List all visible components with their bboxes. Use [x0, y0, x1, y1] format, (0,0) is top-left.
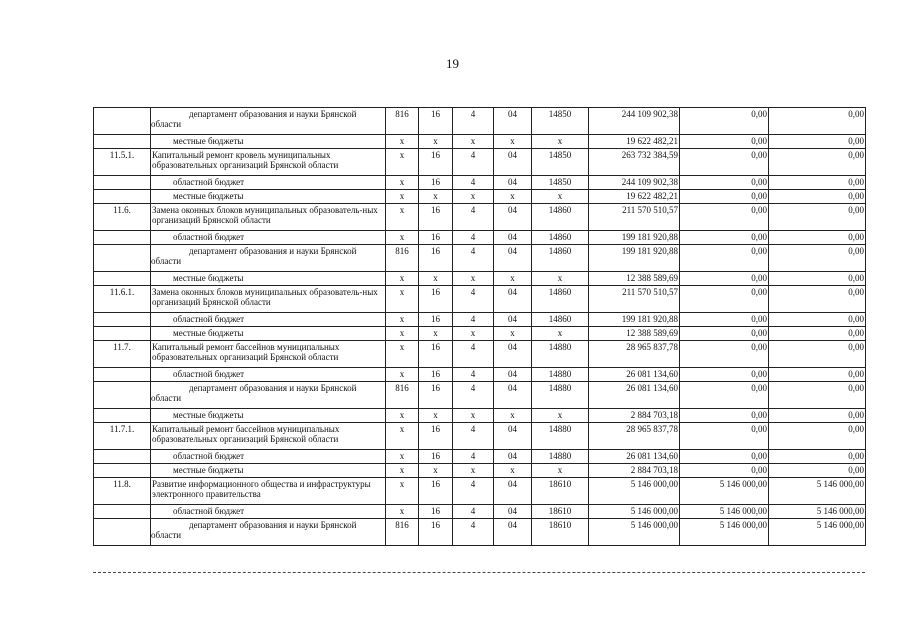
grbs-code-cell: x — [386, 149, 419, 176]
grbs-code-cell: x — [386, 231, 419, 245]
amount-2-cell: 5 146 000,00 — [680, 505, 769, 519]
amount-1-cell: 244 109 902,38 — [589, 176, 680, 190]
amount-3-cell: 0,00 — [769, 450, 866, 464]
amount-1-cell: 211 570 510,57 — [589, 286, 680, 313]
grbs-code-cell: x — [386, 478, 419, 505]
subsection-code-cell: x — [453, 327, 494, 341]
amount-3-cell: 0,00 — [769, 341, 866, 368]
amount-2-cell: 0,00 — [680, 190, 769, 204]
amount-2-cell: 0,00 — [680, 204, 769, 231]
row-name-cell: областной бюджет — [151, 231, 386, 245]
amount-1-cell: 5 146 000,00 — [589, 519, 680, 546]
row-number-cell — [94, 190, 151, 204]
target-article-code-cell: x — [532, 272, 589, 286]
target-article-code-cell: 14860 — [532, 286, 589, 313]
target-article-code-cell: x — [532, 327, 589, 341]
amount-3-cell: 0,00 — [769, 464, 866, 478]
expense-type-code-cell: 04 — [494, 423, 532, 450]
table-row — [94, 190, 866, 204]
row-number-cell: 11.7. — [94, 341, 151, 368]
target-article-code-cell: 14860 — [532, 231, 589, 245]
amount-3-cell: 0,00 — [769, 423, 866, 450]
target-article-code-cell: 14880 — [532, 341, 589, 368]
row-number-cell — [94, 409, 151, 423]
row-name-cell: местные бюджеты — [151, 272, 386, 286]
target-article-code-cell: 14880 — [532, 368, 589, 382]
row-number-cell — [94, 519, 151, 546]
section-code-cell: x — [419, 327, 453, 341]
amount-2-cell: 0,00 — [680, 464, 769, 478]
amount-2-cell: 0,00 — [680, 231, 769, 245]
target-article-code-cell: 14850 — [532, 149, 589, 176]
table-row — [94, 409, 866, 423]
row-name-cell — [151, 519, 386, 546]
amount-2-cell: 0,00 — [680, 149, 769, 176]
grbs-code-cell: x — [386, 423, 419, 450]
row-name-cell — [151, 245, 386, 272]
table-row — [94, 464, 866, 478]
expense-type-code-cell: 04 — [494, 368, 532, 382]
subsection-code-cell: 4 — [453, 204, 494, 231]
table-row — [94, 204, 866, 231]
row-name-cell: местные бюджеты — [151, 409, 386, 423]
subsection-code-cell: x — [453, 409, 494, 423]
grbs-code-cell: x — [386, 341, 419, 368]
target-article-code-cell: x — [532, 190, 589, 204]
row-name-continuation: области — [151, 530, 182, 540]
row-number-cell: 11.8. — [94, 478, 151, 505]
target-article-code-cell: 14880 — [532, 382, 589, 409]
amount-1-cell: 26 081 134,60 — [589, 368, 680, 382]
row-name-cell: Развитие информационного общества и инфраструктуры электронного правительства — [151, 478, 386, 505]
row-name-continuation: области — [151, 119, 182, 129]
grbs-code-cell: x — [386, 272, 419, 286]
row-name-cell: Капитальный ремонт кровель муниципальных образовательных организаций Брянской области — [151, 149, 386, 176]
table-row — [94, 176, 866, 190]
table-row — [94, 368, 866, 382]
amount-3-cell: 0,00 — [769, 231, 866, 245]
row-number-cell — [94, 245, 151, 272]
table-row — [94, 286, 866, 313]
grbs-code-cell: x — [386, 313, 419, 327]
amount-1-cell: 244 109 902,38 — [589, 108, 680, 135]
target-article-code-cell: 14860 — [532, 204, 589, 231]
target-article-code-cell: 14880 — [532, 423, 589, 450]
grbs-code-cell: x — [386, 176, 419, 190]
grbs-code-cell: x — [386, 190, 419, 204]
amount-2-cell: 0,00 — [680, 341, 769, 368]
amount-1-cell: 26 081 134,60 — [589, 382, 680, 409]
target-article-code-cell: 14860 — [532, 313, 589, 327]
subsection-code-cell: x — [453, 135, 494, 149]
section-code-cell: 16 — [419, 245, 453, 272]
section-code-cell: 16 — [419, 204, 453, 231]
grbs-code-cell: x — [386, 204, 419, 231]
subsection-code-cell: x — [453, 272, 494, 286]
amount-1-cell: 2 884 703,18 — [589, 464, 680, 478]
row-name-cell: местные бюджеты — [151, 190, 386, 204]
amount-1-cell: 199 181 920,88 — [589, 231, 680, 245]
target-article-code-cell: x — [532, 135, 589, 149]
amount-2-cell: 0,00 — [680, 108, 769, 135]
grbs-code-cell: x — [386, 286, 419, 313]
row-number-cell — [94, 464, 151, 478]
section-code-cell: 16 — [419, 149, 453, 176]
expense-type-code-cell: 04 — [494, 176, 532, 190]
amount-2-cell: 0,00 — [680, 176, 769, 190]
table-row — [94, 519, 866, 546]
row-name-cell: областной бюджет — [151, 505, 386, 519]
expense-type-code-cell: 04 — [494, 382, 532, 409]
expense-type-code-cell: x — [494, 409, 532, 423]
target-article-code-cell: 18610 — [532, 505, 589, 519]
section-code-cell: x — [419, 272, 453, 286]
expense-type-code-cell: 04 — [494, 286, 532, 313]
amount-1-cell: 28 965 837,78 — [589, 423, 680, 450]
amount-1-cell: 5 146 000,00 — [589, 505, 680, 519]
amount-2-cell: 0,00 — [680, 327, 769, 341]
target-article-code-cell: 18610 — [532, 478, 589, 505]
row-name-continuation: области — [151, 256, 182, 266]
expense-type-code-cell: x — [494, 272, 532, 286]
amount-3-cell: 0,00 — [769, 176, 866, 190]
amount-2-cell: 0,00 — [680, 272, 769, 286]
subsection-code-cell: 4 — [453, 478, 494, 505]
expense-type-code-cell: x — [494, 190, 532, 204]
row-name-cell: Капитальный ремонт бассейнов муниципальных образовательных организаций Брянской области — [151, 341, 386, 368]
row-name-first-line: департамент образования и науки Брянской — [189, 520, 357, 530]
table-row — [94, 135, 866, 149]
target-article-code-cell: 14850 — [532, 176, 589, 190]
subsection-code-cell: 4 — [453, 505, 494, 519]
amount-1-cell: 12 388 589,69 — [589, 272, 680, 286]
table-row — [94, 149, 866, 176]
subsection-code-cell: 4 — [453, 382, 494, 409]
section-code-cell: x — [419, 135, 453, 149]
section-code-cell: 16 — [419, 108, 453, 135]
section-code-cell: 16 — [419, 368, 453, 382]
amount-3-cell: 0,00 — [769, 313, 866, 327]
amount-1-cell: 199 181 920,88 — [589, 313, 680, 327]
row-number-cell — [94, 272, 151, 286]
table-row — [94, 450, 866, 464]
row-name-first-line: департамент образования и науки Брянской — [189, 383, 357, 393]
table-row — [94, 505, 866, 519]
row-number-cell: 11.6. — [94, 204, 151, 231]
amount-3-cell: 0,00 — [769, 368, 866, 382]
target-article-code-cell: x — [532, 464, 589, 478]
amount-1-cell: 211 570 510,57 — [589, 204, 680, 231]
subsection-code-cell: 4 — [453, 176, 494, 190]
target-article-code-cell: 14850 — [532, 108, 589, 135]
amount-3-cell: 0,00 — [769, 409, 866, 423]
amount-3-cell: 0,00 — [769, 327, 866, 341]
row-name-cell: Замена оконных блоков муниципальных образователь-ных организаций Брянской области — [151, 204, 386, 231]
amount-3-cell: 0,00 — [769, 272, 866, 286]
table-row — [94, 423, 866, 450]
expense-type-code-cell: x — [494, 135, 532, 149]
row-name-cell: областной бюджет — [151, 450, 386, 464]
amount-1-cell: 263 732 384,59 — [589, 149, 680, 176]
subsection-code-cell: x — [453, 464, 494, 478]
row-number-cell — [94, 231, 151, 245]
section-code-cell: 16 — [419, 478, 453, 505]
budget-table-body — [94, 108, 866, 546]
amount-3-cell: 0,00 — [769, 382, 866, 409]
grbs-code-cell: 816 — [386, 519, 419, 546]
section-code-cell: 16 — [419, 505, 453, 519]
section-code-cell: 16 — [419, 382, 453, 409]
row-number-cell — [94, 505, 151, 519]
amount-3-cell: 0,00 — [769, 204, 866, 231]
grbs-code-cell: x — [386, 135, 419, 149]
subsection-code-cell: 4 — [453, 286, 494, 313]
row-number-cell: 11.6.1. — [94, 286, 151, 313]
section-code-cell: 16 — [419, 176, 453, 190]
amount-2-cell: 5 146 000,00 — [680, 478, 769, 505]
target-article-code-cell: 18610 — [532, 519, 589, 546]
amount-1-cell: 26 081 134,60 — [589, 450, 680, 464]
row-number-cell — [94, 382, 151, 409]
amount-3-cell: 0,00 — [769, 149, 866, 176]
expense-type-code-cell: 04 — [494, 519, 532, 546]
table-row — [94, 272, 866, 286]
subsection-code-cell: 4 — [453, 450, 494, 464]
row-name-cell — [151, 382, 386, 409]
amount-3-cell: 0,00 — [769, 135, 866, 149]
target-article-code-cell: 14880 — [532, 450, 589, 464]
grbs-code-cell: 816 — [386, 382, 419, 409]
section-code-cell: 16 — [419, 286, 453, 313]
row-name-continuation: области — [151, 393, 182, 403]
row-name-cell — [151, 108, 386, 135]
table-row — [94, 382, 866, 409]
amount-3-cell: 0,00 — [769, 108, 866, 135]
table-row — [94, 245, 866, 272]
amount-3-cell: 0,00 — [769, 286, 866, 313]
section-code-cell: 16 — [419, 231, 453, 245]
amount-1-cell: 19 622 482,21 — [589, 135, 680, 149]
amount-1-cell: 2 884 703,18 — [589, 409, 680, 423]
row-number-cell — [94, 327, 151, 341]
row-number-cell: 11.7.1. — [94, 423, 151, 450]
section-code-cell: x — [419, 409, 453, 423]
budget-table — [93, 107, 866, 546]
amount-1-cell: 12 388 589,69 — [589, 327, 680, 341]
amount-2-cell: 0,00 — [680, 423, 769, 450]
grbs-code-cell: x — [386, 327, 419, 341]
table-row — [94, 108, 866, 135]
amount-2-cell: 0,00 — [680, 286, 769, 313]
amount-1-cell: 5 146 000,00 — [589, 478, 680, 505]
subsection-code-cell: 4 — [453, 108, 494, 135]
expense-type-code-cell: 04 — [494, 204, 532, 231]
amount-3-cell: 0,00 — [769, 245, 866, 272]
table-row — [94, 341, 866, 368]
amount-1-cell: 199 181 920,88 — [589, 245, 680, 272]
row-name-cell: областной бюджет — [151, 176, 386, 190]
row-name-cell: Замена оконных блоков муниципальных образователь-ных организаций Брянской области — [151, 286, 386, 313]
row-name-cell: местные бюджеты — [151, 135, 386, 149]
row-name-cell: областной бюджет — [151, 313, 386, 327]
grbs-code-cell: x — [386, 464, 419, 478]
table-row — [94, 313, 866, 327]
amount-2-cell: 0,00 — [680, 313, 769, 327]
section-code-cell: x — [419, 190, 453, 204]
grbs-code-cell: x — [386, 409, 419, 423]
grbs-code-cell: x — [386, 368, 419, 382]
amount-2-cell: 0,00 — [680, 382, 769, 409]
expense-type-code-cell: 04 — [494, 505, 532, 519]
row-name-first-line: департамент образования и науки Брянской — [189, 246, 357, 256]
subsection-code-cell: 4 — [453, 368, 494, 382]
amount-2-cell: 0,00 — [680, 409, 769, 423]
amount-2-cell: 0,00 — [680, 245, 769, 272]
amount-3-cell: 5 146 000,00 — [769, 478, 866, 505]
subsection-code-cell: 4 — [453, 231, 494, 245]
grbs-code-cell: x — [386, 505, 419, 519]
subsection-code-cell: x — [453, 190, 494, 204]
amount-3-cell: 5 146 000,00 — [769, 519, 866, 546]
expense-type-code-cell: x — [494, 464, 532, 478]
section-code-cell: 16 — [419, 519, 453, 546]
amount-2-cell: 0,00 — [680, 450, 769, 464]
table-row — [94, 327, 866, 341]
subsection-code-cell: 4 — [453, 313, 494, 327]
expense-type-code-cell: 04 — [494, 245, 532, 272]
subsection-code-cell: 4 — [453, 341, 494, 368]
amount-1-cell: 19 622 482,21 — [589, 190, 680, 204]
row-name-cell: местные бюджеты — [151, 327, 386, 341]
page-number: 19 — [446, 56, 459, 71]
row-name-cell: местные бюджеты — [151, 464, 386, 478]
row-number-cell — [94, 368, 151, 382]
expense-type-code-cell: 04 — [494, 478, 532, 505]
amount-1-cell: 28 965 837,78 — [589, 341, 680, 368]
subsection-code-cell: 4 — [453, 519, 494, 546]
row-number-cell — [94, 176, 151, 190]
subsection-code-cell: 4 — [453, 245, 494, 272]
section-code-cell: 16 — [419, 313, 453, 327]
amount-2-cell: 5 146 000,00 — [680, 519, 769, 546]
subsection-code-cell: 4 — [453, 149, 494, 176]
target-article-code-cell: 14860 — [532, 245, 589, 272]
grbs-code-cell: 816 — [386, 108, 419, 135]
subsection-code-cell: 4 — [453, 423, 494, 450]
expense-type-code-cell: 04 — [494, 313, 532, 327]
expense-type-code-cell: 04 — [494, 231, 532, 245]
target-article-code-cell: x — [532, 409, 589, 423]
amount-3-cell: 5 146 000,00 — [769, 505, 866, 519]
expense-type-code-cell: 04 — [494, 108, 532, 135]
section-code-cell: x — [419, 464, 453, 478]
row-number-cell — [94, 450, 151, 464]
expense-type-code-cell: x — [494, 327, 532, 341]
row-number-cell — [94, 108, 151, 135]
page-cut-line — [93, 572, 865, 573]
section-code-cell: 16 — [419, 341, 453, 368]
amount-2-cell: 0,00 — [680, 368, 769, 382]
row-number-cell — [94, 313, 151, 327]
amount-2-cell: 0,00 — [680, 135, 769, 149]
row-name-cell: Капитальный ремонт бассейнов муниципальных образовательных организаций Брянской области — [151, 423, 386, 450]
section-code-cell: 16 — [419, 423, 453, 450]
row-name-cell: областной бюджет — [151, 368, 386, 382]
row-name-first-line: департамент образования и науки Брянской — [189, 109, 357, 119]
row-number-cell: 11.5.1. — [94, 149, 151, 176]
expense-type-code-cell: 04 — [494, 341, 532, 368]
amount-3-cell: 0,00 — [769, 190, 866, 204]
grbs-code-cell: x — [386, 450, 419, 464]
grbs-code-cell: 816 — [386, 245, 419, 272]
expense-type-code-cell: 04 — [494, 450, 532, 464]
row-number-cell — [94, 135, 151, 149]
table-row — [94, 231, 866, 245]
expense-type-code-cell: 04 — [494, 149, 532, 176]
table-row — [94, 478, 866, 505]
section-code-cell: 16 — [419, 450, 453, 464]
